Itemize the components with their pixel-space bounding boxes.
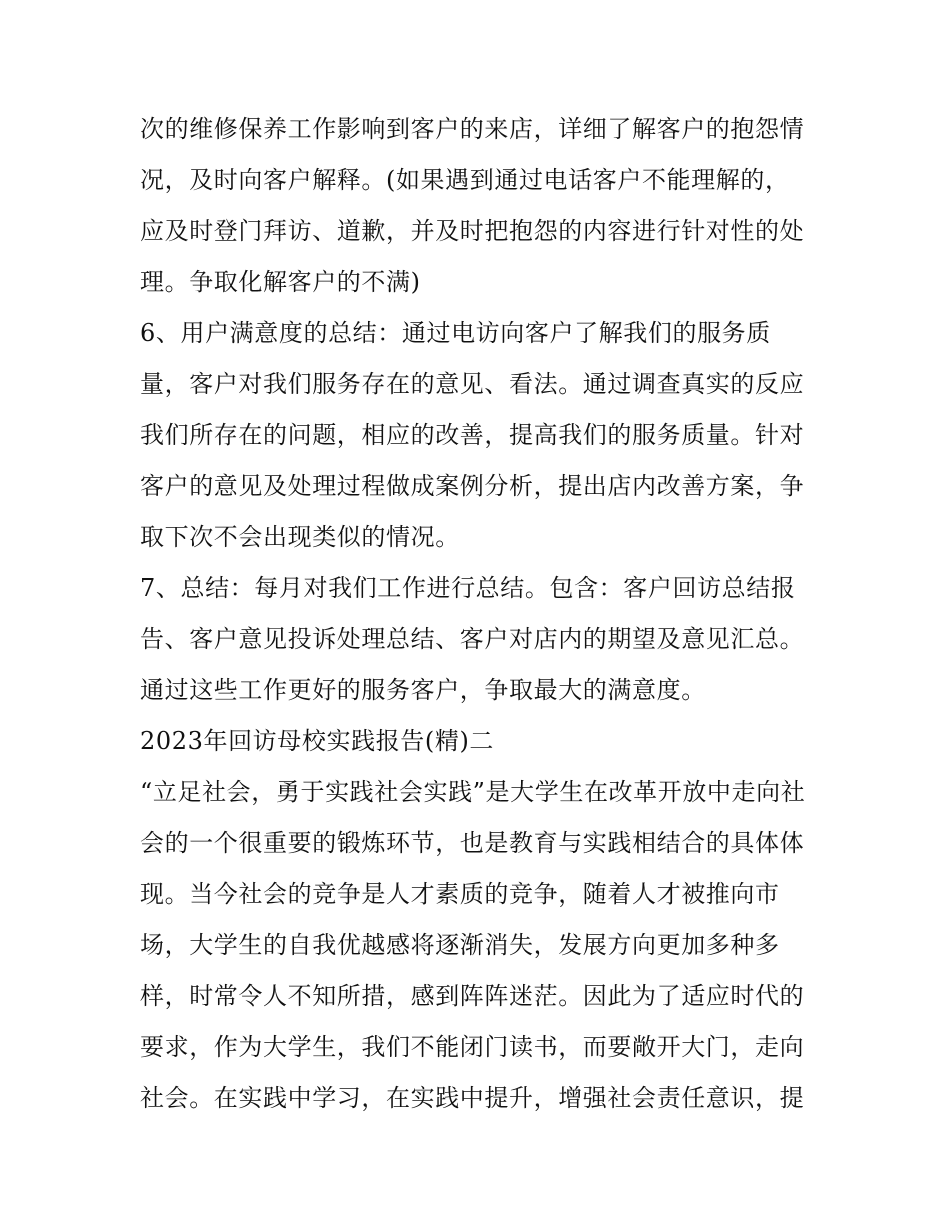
text-line: “立足社会，勇于实践社会实践”是大学生在改革开放中走向社 xyxy=(140,778,806,806)
text-line: 现。当今社会的竞争是人才素质的竞争，随着人才被推向市 xyxy=(140,880,780,908)
section-6-heading-line: 6、用户满意度的总结：通过电访向客户了解我们的服务质 xyxy=(140,319,771,347)
report-title: 2023年回访母校实践报告(精)二 xyxy=(140,727,495,755)
section-7-heading-line: 7、总结：每月对我们工作进行总结。包含：客户回访总结报 xyxy=(140,574,796,602)
text-line: 会的一个很重要的锻炼环节，也是教育与实践相结合的具体体 xyxy=(140,829,805,857)
text-line: 量，客户对我们服务存在的意见、看法。通过调查真实的反应 xyxy=(140,370,805,398)
text-line: 通过这些工作更好的服务客户，争取最大的满意度。 xyxy=(140,676,706,704)
text-line: 场，大学生的自我优越感将逐渐消失，发展方向更加多种多 xyxy=(140,931,780,959)
document-body xyxy=(140,104,820,1124)
text-line: 应及时登门拜访、道歉，并及时把抱怨的内容进行针对性的处 xyxy=(140,217,805,245)
text-line: 次的维修保养工作影响到客户的来店，详细了解客户的抱怨情 xyxy=(140,115,805,143)
text-line: 社会。在实践中学习，在实践中提升，增强社会责任意识，提 xyxy=(140,1084,805,1112)
text-line: 告、客户意见投诉处理总结、客户对店内的期望及意见汇总。 xyxy=(140,625,805,653)
text-line: 样，时常令人不知所措，感到阵阵迷茫。因此为了适应时代的 xyxy=(140,982,805,1010)
text-line: 理。争取化解客户的不满) xyxy=(140,268,421,296)
text-line: 客户的意见及处理过程做成案例分析，提出店内改善方案，争 xyxy=(140,472,805,500)
text-line: 我们所存在的问题，相应的改善，提高我们的服务质量。针对 xyxy=(140,421,805,449)
text-line: 况，及时向客户解释。(如果遇到通过电话客户不能理解的， xyxy=(140,166,790,194)
text-line: 要求，作为大学生，我们不能闭门读书，而要敞开大门，走向 xyxy=(140,1033,805,1061)
text-line: 取下次不会出现类似的情况。 xyxy=(140,523,460,551)
